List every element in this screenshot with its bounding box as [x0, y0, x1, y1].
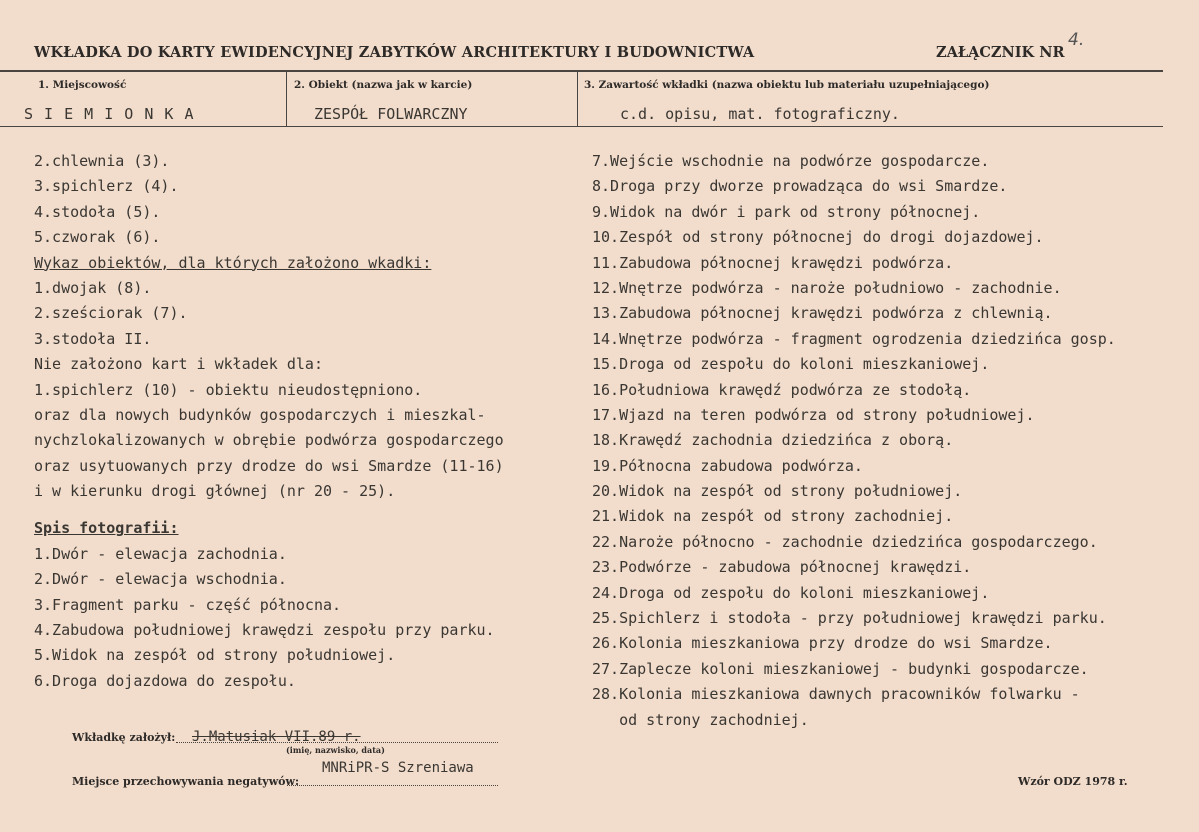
list-item: 15.Droga od zespołu do koloni mieszkaniowej. — [592, 355, 990, 374]
header-divider-1 — [286, 72, 287, 126]
list-item: 4.stodoła (5). — [34, 202, 161, 221]
founder-hint: (imię, nazwisko, data) — [286, 745, 385, 755]
list-item: 5.Widok na zespół od strony południowej. — [34, 646, 396, 665]
document-title: WKŁADKA DO KARTY EWIDENCYJNEJ ZABYTKÓW ARCHITEKTURY I BUDOWNICTWA — [34, 44, 755, 61]
list-item: 10.Zespół od strony północnej do drogi dojazdowej. — [592, 228, 1044, 247]
list-item: od strony zachodniej. — [592, 710, 809, 729]
list-item: oraz dla nowych budynków gospodarczych i mieszkal- — [34, 405, 486, 424]
list-item: 12.Wnętrze podwórza - naroże południowo - zachodnie. — [592, 278, 1062, 297]
list-item: 25.Spichlerz i stodoła - przy południowej krawędzi parku. — [592, 609, 1107, 628]
content-label: 3. Zawartość wkładki (nazwa obiektu lub materiału uzupełniającego) — [584, 79, 990, 91]
locality-value: S I E M I O N K A — [24, 105, 195, 123]
object-label: 2. Obiekt (nazwa jak w karcie) — [294, 79, 473, 91]
list-item: Nie założono kart i wkładek dla: — [34, 355, 323, 374]
list-item: 1.spichlerz (10) - obiektu nieudostępniono. — [34, 380, 423, 399]
spacer — [34, 505, 504, 517]
list-item: 20.Widok na zespół od strony południowej. — [592, 482, 963, 501]
list-item: 14.Wnętrze podwórza - fragment ogrodzenia dziedzińca gosp. — [592, 329, 1116, 348]
list-item: 8.Droga przy dworze prowadząca do wsi Smardze. — [592, 177, 1008, 196]
list-item: 3.spichlerz (4). — [34, 177, 179, 196]
attachment-number: 4. — [1068, 30, 1085, 50]
right-text-column — [592, 150, 1116, 734]
list-item: 13.Zabudowa północnej krawędzi podwórza z chlewnią. — [592, 304, 1053, 323]
list-item: 2.Dwór - elewacja wschodnia. — [34, 570, 287, 589]
list-item: 3.Fragment parku - część północna. — [34, 595, 342, 614]
list-item: nychzlokalizowanych w obrębie podwórza gospodarczego — [34, 431, 504, 450]
list-item: 5.czworak (6). — [34, 228, 161, 247]
header-divider-2 — [577, 72, 578, 126]
storage-label: Miejsce przechowywania negatywów: — [72, 775, 300, 788]
list-item: 7.Wejście wschodnie na podwórze gospodarcze. — [592, 152, 990, 170]
section-heading-established: Wykaz obiektów, dla których założono wkadki: — [34, 253, 432, 272]
list-item: 22.Naroże północno - zachodnie dziedzińca gospodarczego. — [592, 532, 1098, 551]
list-item: 28.Kolonia mieszkaniowa dawnych pracowników folwarku - — [592, 685, 1080, 704]
locality-label: 1. Miejscowość — [38, 79, 127, 91]
form-version-label: Wzór ODZ 1978 r. — [1018, 775, 1128, 788]
list-item: 16.Południowa krawędź podwórza ze stodołą. — [592, 380, 972, 399]
content-value: c.d. opisu, mat. fotograficzny. — [620, 105, 900, 123]
storage-dotted-line — [287, 785, 498, 786]
header-top-rule — [0, 70, 1163, 72]
list-item: 9.Widok na dwór i park od strony północnej. — [592, 202, 981, 221]
list-item: 17.Wjazd na teren podwórza od strony południowej. — [592, 405, 1035, 424]
founder-value: J.Matusiak VII.89 r. — [192, 729, 361, 745]
photo-list-heading: Spis fotografii: — [34, 519, 179, 538]
list-item: 19.Północna zabudowa podwórza. — [592, 456, 863, 475]
list-item: 4.Zabudowa południowej krawędzi zespołu przy parku. — [34, 621, 495, 640]
list-item: 23.Podwórze - zabudowa północnej krawędzi. — [592, 558, 972, 577]
list-item: i w kierunku drogi głównej (nr 20 - 25). — [34, 482, 396, 501]
header-bottom-rule — [0, 126, 1163, 127]
list-item: 24.Droga od zespołu do koloni mieszkaniowej. — [592, 583, 990, 602]
list-item: 2.sześciorak (7). — [34, 304, 188, 323]
object-value: ZESPÓŁ FOLWARCZNY — [314, 105, 468, 123]
attachment-label: ZAŁĄCZNIK NR — [936, 44, 1065, 61]
list-item: 21.Widok na zespół od strony zachodniej. — [592, 507, 954, 526]
list-item: 11.Zabudowa północnej krawędzi podwórza. — [592, 253, 954, 272]
list-item: 1.Dwór - elewacja zachodnia. — [34, 544, 287, 563]
founder-label: Wkładkę założył: — [72, 731, 176, 744]
list-item: 18.Krawędź zachodnia dziedzińca z oborą. — [592, 431, 954, 450]
list-item: 3.stodoła II. — [34, 329, 152, 348]
list-item: 2.chlewnia (3). — [34, 152, 170, 170]
storage-value: MNRiPR-S Szreniawa — [322, 760, 474, 776]
list-item: 6.Droga dojazdowa do zespołu. — [34, 671, 296, 690]
list-item: 1.dwojak (8). — [34, 278, 152, 297]
list-item: 26.Kolonia mieszkaniowa przy drodze do wsi Smardze. — [592, 634, 1053, 653]
list-item: 27.Zaplecze koloni mieszkaniowej - budynki gospodarcze. — [592, 659, 1089, 678]
left-text-column — [34, 150, 504, 695]
list-item: oraz usytuowanych przy drodze do wsi Smardze (11-16) — [34, 456, 504, 475]
